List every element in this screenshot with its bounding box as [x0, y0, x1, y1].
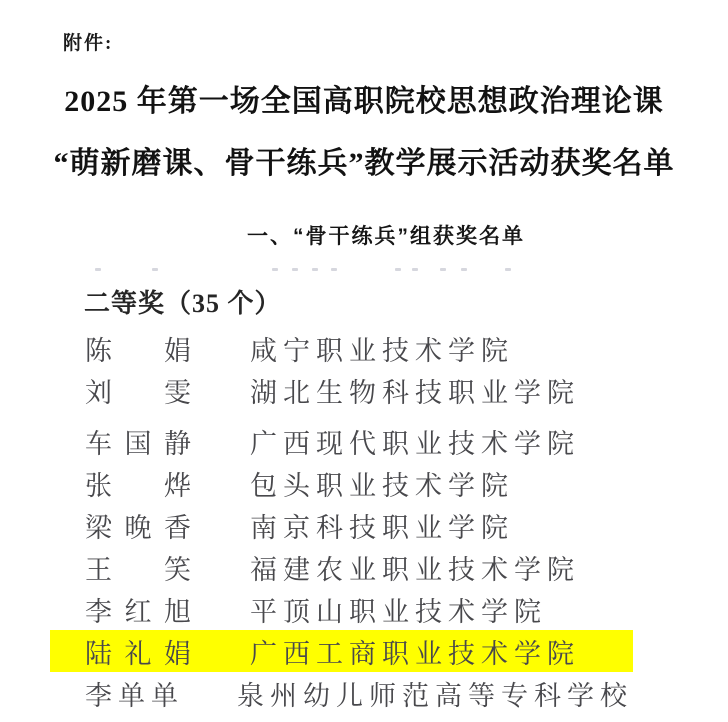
winner-row	[50, 462, 633, 504]
winner-row-highlighted	[50, 630, 633, 672]
winner-name: 李单单	[85, 680, 178, 711]
winner-school: 广西现代职业技术学院	[250, 428, 580, 459]
winner-name: 陈娟	[85, 335, 191, 366]
faded-text-remnant	[395, 268, 401, 271]
winner-school: 广西工商职业技术学院	[250, 638, 580, 669]
winner-row	[50, 327, 633, 369]
winner-name: 车国静	[85, 428, 191, 459]
winner-name: 王笑	[85, 554, 191, 585]
faded-text-remnant	[152, 268, 158, 271]
faded-text-remnant	[505, 268, 511, 271]
faded-text-remnant	[412, 268, 418, 271]
faded-text-remnant	[461, 268, 467, 271]
attachment-label: 附件:	[63, 33, 114, 54]
winner-name: 陆礼娟	[85, 638, 191, 669]
section-heading: 一、“骨干练兵”组获奖名单	[247, 225, 525, 248]
winner-name: 刘雯	[85, 377, 191, 408]
faded-text-remnant	[272, 268, 278, 271]
winner-name: 梁晚香	[85, 512, 191, 543]
document-title-line1: 2025 年第一场全国高职院校思想政治理论课	[64, 85, 664, 118]
winner-school: 泉州幼儿师范高等专科学校	[237, 680, 633, 711]
winner-school: 包头职业技术学院	[250, 470, 514, 501]
winner-school: 福建农业职业技术学院	[250, 554, 580, 585]
winner-name: 张烨	[85, 470, 191, 501]
winner-row	[50, 369, 633, 411]
winner-school: 南京科技职业学院	[250, 512, 514, 543]
winner-name: 李红旭	[85, 596, 191, 627]
document-title-line2: “萌新磨课、骨干练兵”教学展示活动获奖名单	[53, 147, 675, 180]
winner-row	[50, 672, 633, 714]
faded-text-remnant	[312, 268, 318, 271]
winner-row	[50, 546, 633, 588]
winner-row	[50, 504, 633, 546]
faded-text-remnant	[440, 268, 446, 271]
award-tier-heading: 二等奖（35 个）	[84, 289, 282, 318]
winner-list	[50, 327, 633, 714]
winner-school: 湖北生物科技职业学院	[250, 377, 580, 408]
winner-school: 平顶山职业技术学院	[250, 596, 547, 627]
winner-row	[50, 420, 633, 462]
winner-row	[50, 588, 633, 630]
faded-text-remnant	[95, 268, 101, 271]
faded-text-remnant	[292, 268, 298, 271]
faded-text-remnant	[331, 268, 337, 271]
winner-school: 咸宁职业技术学院	[250, 335, 514, 366]
